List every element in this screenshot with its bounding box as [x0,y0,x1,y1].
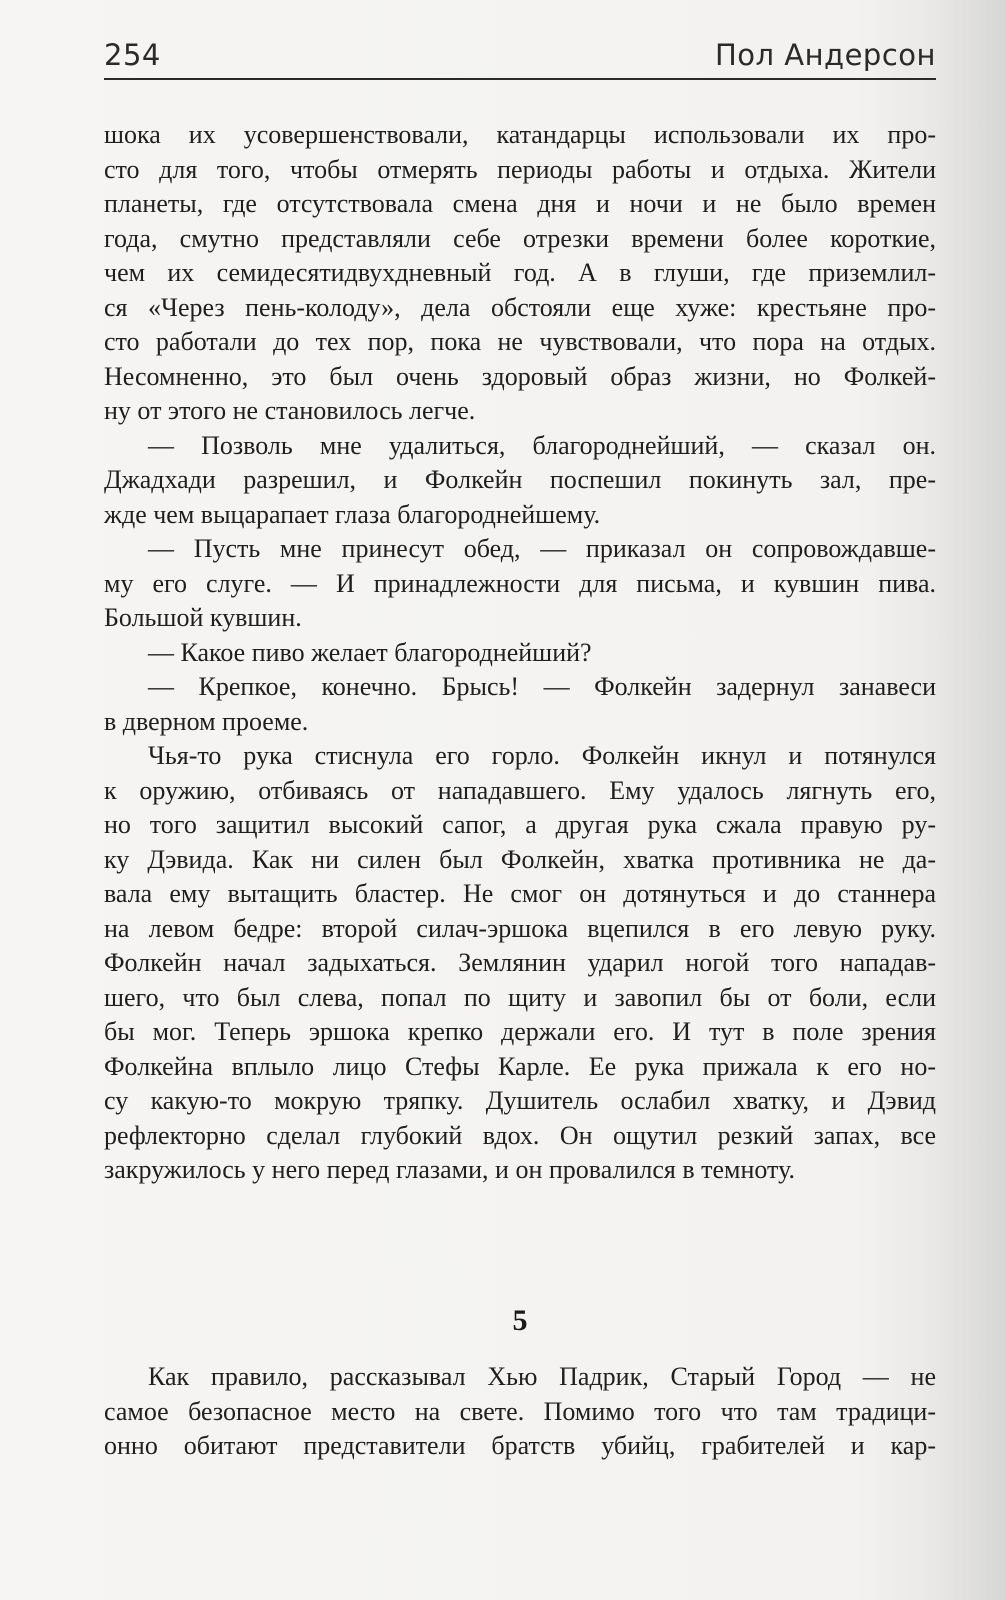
body-text-continued [104,1360,936,1464]
text-line: Чья-то рука стиснула его горло. Фолкейн икнул и потянулся [148,741,936,770]
text-line: Фолкейн начал задыхаться. Землянин ударил ногой того нападав- [104,948,936,977]
text-line: му его слуге. — И принадлежности для письма, и кувшин пива. [104,568,936,598]
text-line: онно обитают представители братств убийц, грабителей и кар- [104,1431,936,1460]
text-line: ку Дэвида. Как ни силен был Фолкейн, хватка противника не да- [104,844,936,874]
text-line: рефлекторно сделал глубокий вдох. Он ощутил резкий запах, все [104,1120,936,1150]
text-line: Фолкейна вплыло лицо Стефы Карле. Ее рука прижала к его но- [104,1051,936,1081]
text-line: сто для того, чтобы отмерять периоды работы и отдыха. Жители [104,154,936,184]
text-line: Несомненно, это был очень здоровый образ жизни, но Фолкей- [104,361,936,391]
text-line: Как правило, рассказывал Хью Падрик, Старый Город — не [148,1362,936,1391]
text-line: бы мог. Теперь эршока крепко держали его. И тут в поле зрения [104,1017,936,1046]
text-line: к оружию, отбиваясь от нападавшего. Ему удалось лягнуть его, [104,775,936,805]
text-line: года, смутно представляли себе отрезки времени более короткие, [104,223,936,253]
body-text [104,118,936,1188]
text-line: ся «Через пень-колоду», дела обстояли еще хуже: крестьяне про- [104,292,936,322]
text-line: чем их семидесятидвухдневный год. А в глуши, где приземлил- [104,258,936,287]
text-line: шего, что был слева, попал по щиту и завопил бы от боли, если [104,982,936,1012]
text-line: вала ему вытащить бластер. Не смог он дотянуться и до станнера [104,879,936,908]
text-line: ну от этого не становилось легче. [104,396,476,425]
text-line: — Какое пиво желает благороднейший? [148,637,592,667]
running-head-author: Пол Андерсон [714,38,936,72]
text-line: су какую-то мокрую тряпку. Душитель ослабил хватку, и Дэвид [104,1086,936,1115]
text-line: сто работали до тех пор, пока не чувствовали, что пора на отдых. [104,327,936,356]
text-line: — Пусть мне принесут обед, — приказал он сопровождавше- [148,534,936,563]
text-line: Большой кувшин. [104,603,302,632]
text-line: в дверном проеме. [104,706,309,736]
text-line: планеты, где отсутствовала смена дня и ночи и не было времен [104,189,936,218]
text-line: жде чем выцарапает глаза благороднейшему. [104,499,601,529]
page-header [104,38,936,80]
text-line: закружилось у него перед глазами, и он провалился в темноту. [104,1155,795,1184]
page-number: 254 [104,38,161,72]
text-line: шока их усовершенствовали, катандарцы использовали их про- [104,120,936,149]
text-line: Джадхади разрешил, и Фолкейн поспешил покинуть зал, пре- [104,465,936,494]
chapter-number: 5 [512,1304,528,1337]
text-line: самое безопасное место на свете. Помимо того что там традици- [104,1396,936,1426]
text-line: — Крепкое, конечно. Брысь! — Фолкейн задернул занавеси [148,672,936,701]
text-line: но того защитил высокий сапог, а другая рука сжала правую ру- [104,810,936,839]
text-line: на левом бедре: второй силач-эршока вцепился в его левую руку. [104,913,936,943]
text-line: — Позволь мне удалиться, благороднейший, — сказал он. [148,430,936,460]
